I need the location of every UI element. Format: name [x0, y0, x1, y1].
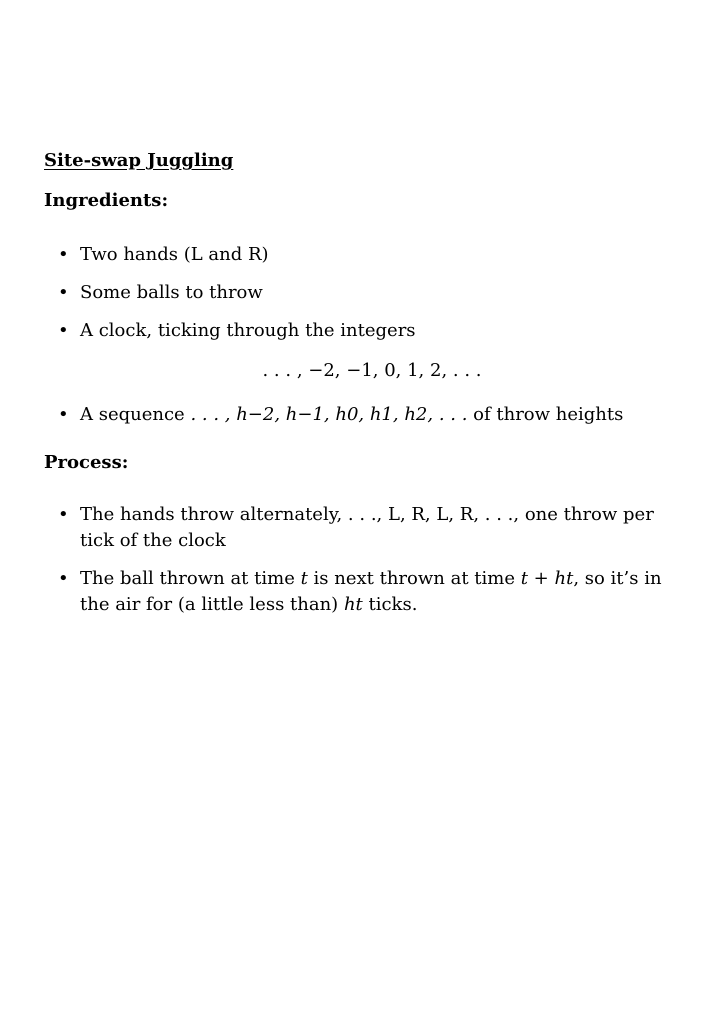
list-item-text: Two hands (L and R)	[80, 244, 269, 265]
bullet-icon: •	[58, 282, 69, 303]
list-item-text: The hands throw alternately, . . ., L, R, L, R, . . ., one throw per tick of the clock	[80, 504, 654, 551]
process-text-c: , so it’s in the air for (a little less than)	[80, 568, 662, 615]
process-text-a: The ball thrown at time	[80, 568, 301, 589]
list-item	[44, 502, 664, 554]
math-t-plus-ht: t + ht	[520, 568, 574, 589]
slide-page	[44, 148, 664, 630]
list-item	[44, 318, 664, 384]
list-item	[44, 566, 664, 618]
ingredients-heading: Ingredients:	[44, 190, 169, 211]
page-title: Site-swap Juggling	[44, 150, 234, 171]
bullet-icon: •	[58, 504, 69, 525]
math-t: t	[300, 568, 308, 589]
process-heading: Process:	[44, 452, 129, 473]
bullet-icon: •	[58, 244, 69, 265]
sequence-prefix: A sequence	[80, 404, 191, 425]
list-item	[44, 280, 664, 306]
bullet-icon: •	[58, 320, 69, 341]
math-ht: ht	[343, 594, 363, 615]
list-item-text: A clock, ticking through the integers	[80, 320, 416, 341]
list-item	[44, 242, 664, 268]
list-item-text: Some balls to throw	[80, 282, 263, 303]
process-list	[44, 502, 664, 618]
bullet-icon: •	[58, 568, 69, 589]
list-item	[44, 402, 664, 428]
throw-height-sequence: . . . , h−2, h−1, h0, h1, h2, . . .	[190, 404, 468, 425]
process-text-d: ticks.	[362, 594, 418, 615]
process-text-b: is next thrown at time	[307, 568, 521, 589]
sequence-suffix: of throw heights	[467, 404, 624, 425]
ingredients-list	[44, 242, 664, 428]
bullet-icon: •	[58, 404, 69, 425]
integer-sequence-display: . . . , −2, −1, 0, 1, 2, . . .	[262, 360, 482, 381]
